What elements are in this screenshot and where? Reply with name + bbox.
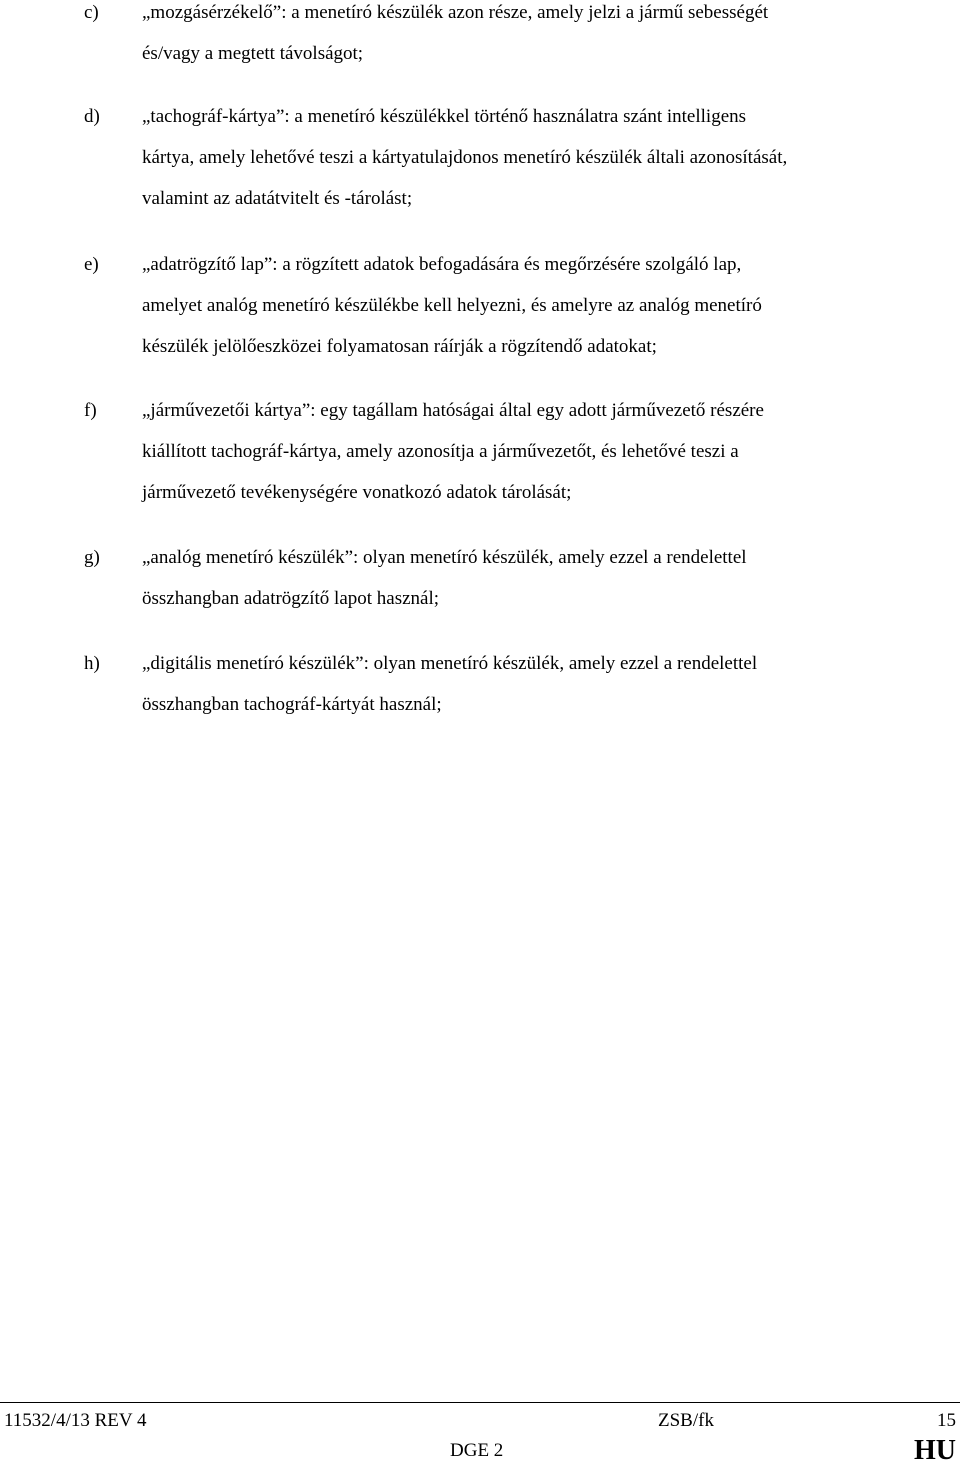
text-line: kártya, amely lehetővé teszi a kártyatulajdonos menetíró készülék általi azonosítását,: [142, 147, 788, 168]
text-line: „digitális menetíró készülék”: olyan menetíró készülék, amely ezzel a rendelettel: [142, 653, 758, 674]
text-line: összhangban tachográf-kártyát használ;: [142, 694, 442, 715]
text-line: járművezető tevékenységére vonatkozó adatok tárolását;: [142, 482, 572, 503]
item-label: g): [84, 547, 100, 568]
text-line: összhangban adatrögzítő lapot használ;: [142, 588, 440, 609]
item-text: [142, 0, 942, 74]
footer-divider: [0, 1402, 960, 1403]
item-text: [142, 390, 942, 513]
text-line: és/vagy a megtett távolságot;: [142, 43, 364, 64]
item-label: e): [84, 254, 99, 275]
item-text: [142, 537, 942, 619]
page-number: 15: [937, 1410, 956, 1431]
author-code: ZSB/fk: [658, 1410, 714, 1431]
item-label: f): [84, 400, 97, 421]
text-line: amelyet analóg menetíró készülékbe kell helyezni, és amelyre az analóg menetíró: [142, 295, 762, 316]
text-line: kiállított tachográf-kártya, amely azonosítja a járművezetőt, és lehetővé teszi a: [142, 441, 739, 462]
document-reference: 11532/4/13 REV 4: [4, 1410, 147, 1431]
text-line: „mozgásérzékelő”: a menetíró készülék azon része, amely jelzi a jármű sebességét: [142, 2, 769, 23]
text-line: valamint az adatátvitelt és -tárolást;: [142, 188, 413, 209]
text-line: készülék jelölőeszközei folyamatosan ráírják a rögzítendő adatokat;: [142, 336, 657, 357]
item-label: d): [84, 106, 100, 127]
text-line: „tachográf-kártya”: a menetíró készülékkel történő használatra szánt intelligens: [142, 106, 747, 127]
item-text: [142, 96, 942, 219]
item-text: [142, 244, 942, 367]
directorate-code: DGE 2: [450, 1440, 504, 1461]
item-label: h): [84, 653, 100, 674]
text-line: „járművezetői kártya”: egy tagállam hatóságai által egy adott járművezető részére: [142, 400, 764, 421]
text-line: „analóg menetíró készülék”: olyan menetíró készülék, amely ezzel a rendelettel: [142, 547, 747, 568]
language-code: HU: [914, 1435, 956, 1466]
item-label: c): [84, 2, 99, 23]
text-line: „adatrögzítő lap”: a rögzített adatok befogadására és megőrzésére szolgáló lap,: [142, 254, 742, 275]
item-text: [142, 643, 942, 725]
